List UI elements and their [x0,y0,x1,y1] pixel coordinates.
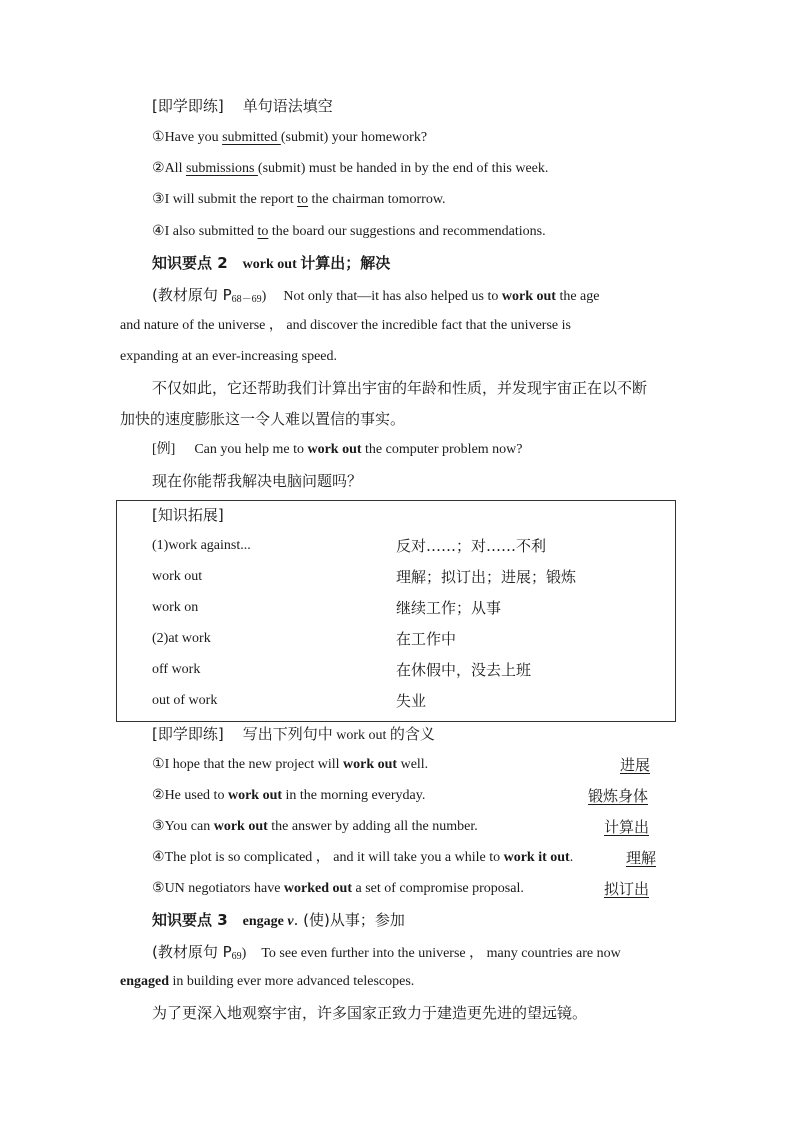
point-label: 知识要点 3 [152,911,228,929]
expansion-row-5-cn: 在休假中，没去上班 [396,661,532,679]
item-text: He used to [164,788,228,803]
practice2-answer-3: 计算出 [604,818,650,836]
example-text: Can you help me to [194,442,308,457]
item-number: ④ [152,224,165,239]
sentence-bold: work out [501,289,556,304]
item-number: ② [152,788,165,803]
item-bold: work it out [503,850,570,865]
practice2-answer-5: 拟订出 [604,880,650,898]
item-bold: work out [213,819,268,834]
point2-translation-line1: 不仅如此，它还帮助我们计算出宇宙的年龄和性质，并发现宇宙正在以不断 [152,379,648,397]
item-text: (submit) must be handed in by the end of this week. [257,161,549,176]
point2-example [152,440,523,460]
practice1-heading [152,96,333,118]
point3-heading [152,910,405,932]
item-bold: work out [343,757,398,772]
practice1-title: 单句语法填空 [242,97,333,115]
source-label: (教材原句 P [152,943,232,961]
item-text: the board our suggestions and recommendations. [268,224,546,239]
practice2-title: 写出下列句中 [242,725,333,743]
source-close: ) [241,946,247,961]
expansion-row-1-en: (1)work against... [152,538,251,553]
item-answer: to [297,192,309,207]
item-number: ④ [152,850,165,865]
item-text: I also submitted [164,224,258,239]
practice2-item-1 [152,755,428,775]
expansion-row-6-en: out of work [152,693,218,708]
item-text: All [164,161,186,176]
item-number: ⑤ [152,881,165,896]
example-bold: work out [307,442,362,457]
item-text: The plot is so complicated ， and it will take you a while to [164,850,504,865]
item-number: ① [152,130,165,145]
source-label: (教材原句 P [152,286,232,304]
expansion-row-6-cn: 失业 [396,692,427,710]
example-label: [例] [152,442,176,457]
item-bold: worked out [283,881,352,896]
point3-source-line1 [152,942,674,967]
item-text: the chairman tomorrow. [308,192,446,207]
sentence-text: in building ever more advanced telescopes. [169,974,415,989]
practice2-item-2 [152,786,425,806]
point-meaning: 计算出；解决 [300,254,391,272]
practice2-header: [即学即练] [152,725,224,743]
practice1-item-3 [152,190,446,210]
item-bold: work out [227,788,283,803]
item-number: ③ [152,192,165,207]
point-word: engage [242,914,284,929]
item-text: (submit) your homework? [280,130,428,145]
expansion-row-2-en: work out [152,569,203,584]
source-pages: 69 [231,951,242,962]
sentence-bold: engaged [120,974,169,989]
practice2-item-5 [152,879,524,899]
point2-translation-line2: 加快的速度膨胀这一令人难以置信的事实。 [120,410,406,428]
item-text: UN negotiators have [164,881,284,896]
point2-source-line3: expanding at an ever-increasing speed. [120,349,338,364]
item-text: I will submit the report [164,192,298,207]
sentence-text: Not only that—it has also helped us to [283,289,502,304]
practice2-title-phrase: work out [332,728,390,743]
expansion-row-4-cn: 在工作中 [396,630,457,648]
expansion-row-3-en: work on [152,600,199,615]
item-text: the answer by adding all the number. [267,819,478,834]
item-number: ② [152,161,165,176]
item-text: You can [164,819,214,834]
practice2-heading [152,724,435,746]
item-text: I hope that the new project will [164,757,344,772]
point-label: 知识要点 2 [152,254,228,272]
item-number: ① [152,757,165,772]
source-pages: 68－69 [231,294,262,305]
point3-source-line2 [120,972,414,992]
point-pos: v [287,914,294,929]
point3-translation: 为了更深入地观察宇宙，许多国家正致力于建造更先进的望远镜。 [152,1004,588,1022]
practice2-answer-2: 锻炼身体 [588,787,649,805]
practice1-item-4 [152,222,546,242]
expansion-row-1-cn: 反对……；对……不利 [396,537,547,555]
practice2-title: 的含义 [389,725,435,743]
source-close: ) [261,289,267,304]
practice2-answer-1: 进展 [620,756,651,774]
expansion-row-5-en: off work [152,662,201,677]
sentence-text: To see even further into the universe ， many countries are now [261,946,621,961]
point-meaning: . (使)从事；参加 [293,911,405,929]
practice2-item-4 [152,848,573,868]
expansion-row-4-en: (2)at work [152,631,211,646]
expansion-row-3-cn: 继续工作；从事 [396,599,502,617]
item-answer: to [257,224,269,239]
point2-source-line2: and nature of the universe ， and discover the incredible fact that the universe is [120,318,571,333]
item-text: Have you [164,130,223,145]
practice1-header: [即学即练] [152,97,224,115]
point2-example-translation: 现在你能帮我解决电脑问题吗？ [152,472,363,490]
practice2-answer-4: 理解 [626,849,657,867]
item-text: in the morning everyday. [282,788,426,803]
item-answer: submissions [185,161,258,176]
item-text: a set of compromise proposal. [351,881,524,896]
practice2-item-3 [152,817,478,837]
item-answer: submitted [222,130,281,145]
expansion-header: [知识拓展] [152,506,224,524]
item-text: . [569,850,574,865]
example-text: the computer problem now? [361,442,523,457]
point-phrase: work out [242,257,297,272]
expansion-row-2-cn: 理解；拟订出；进展；锻炼 [396,568,577,586]
point2-source-line1 [152,285,674,310]
item-text: well. [397,757,429,772]
point2-heading [152,253,390,275]
practice1-item-2 [152,159,548,179]
sentence-text: the age [555,289,600,304]
practice1-item-1 [152,128,427,148]
item-number: ③ [152,819,165,834]
